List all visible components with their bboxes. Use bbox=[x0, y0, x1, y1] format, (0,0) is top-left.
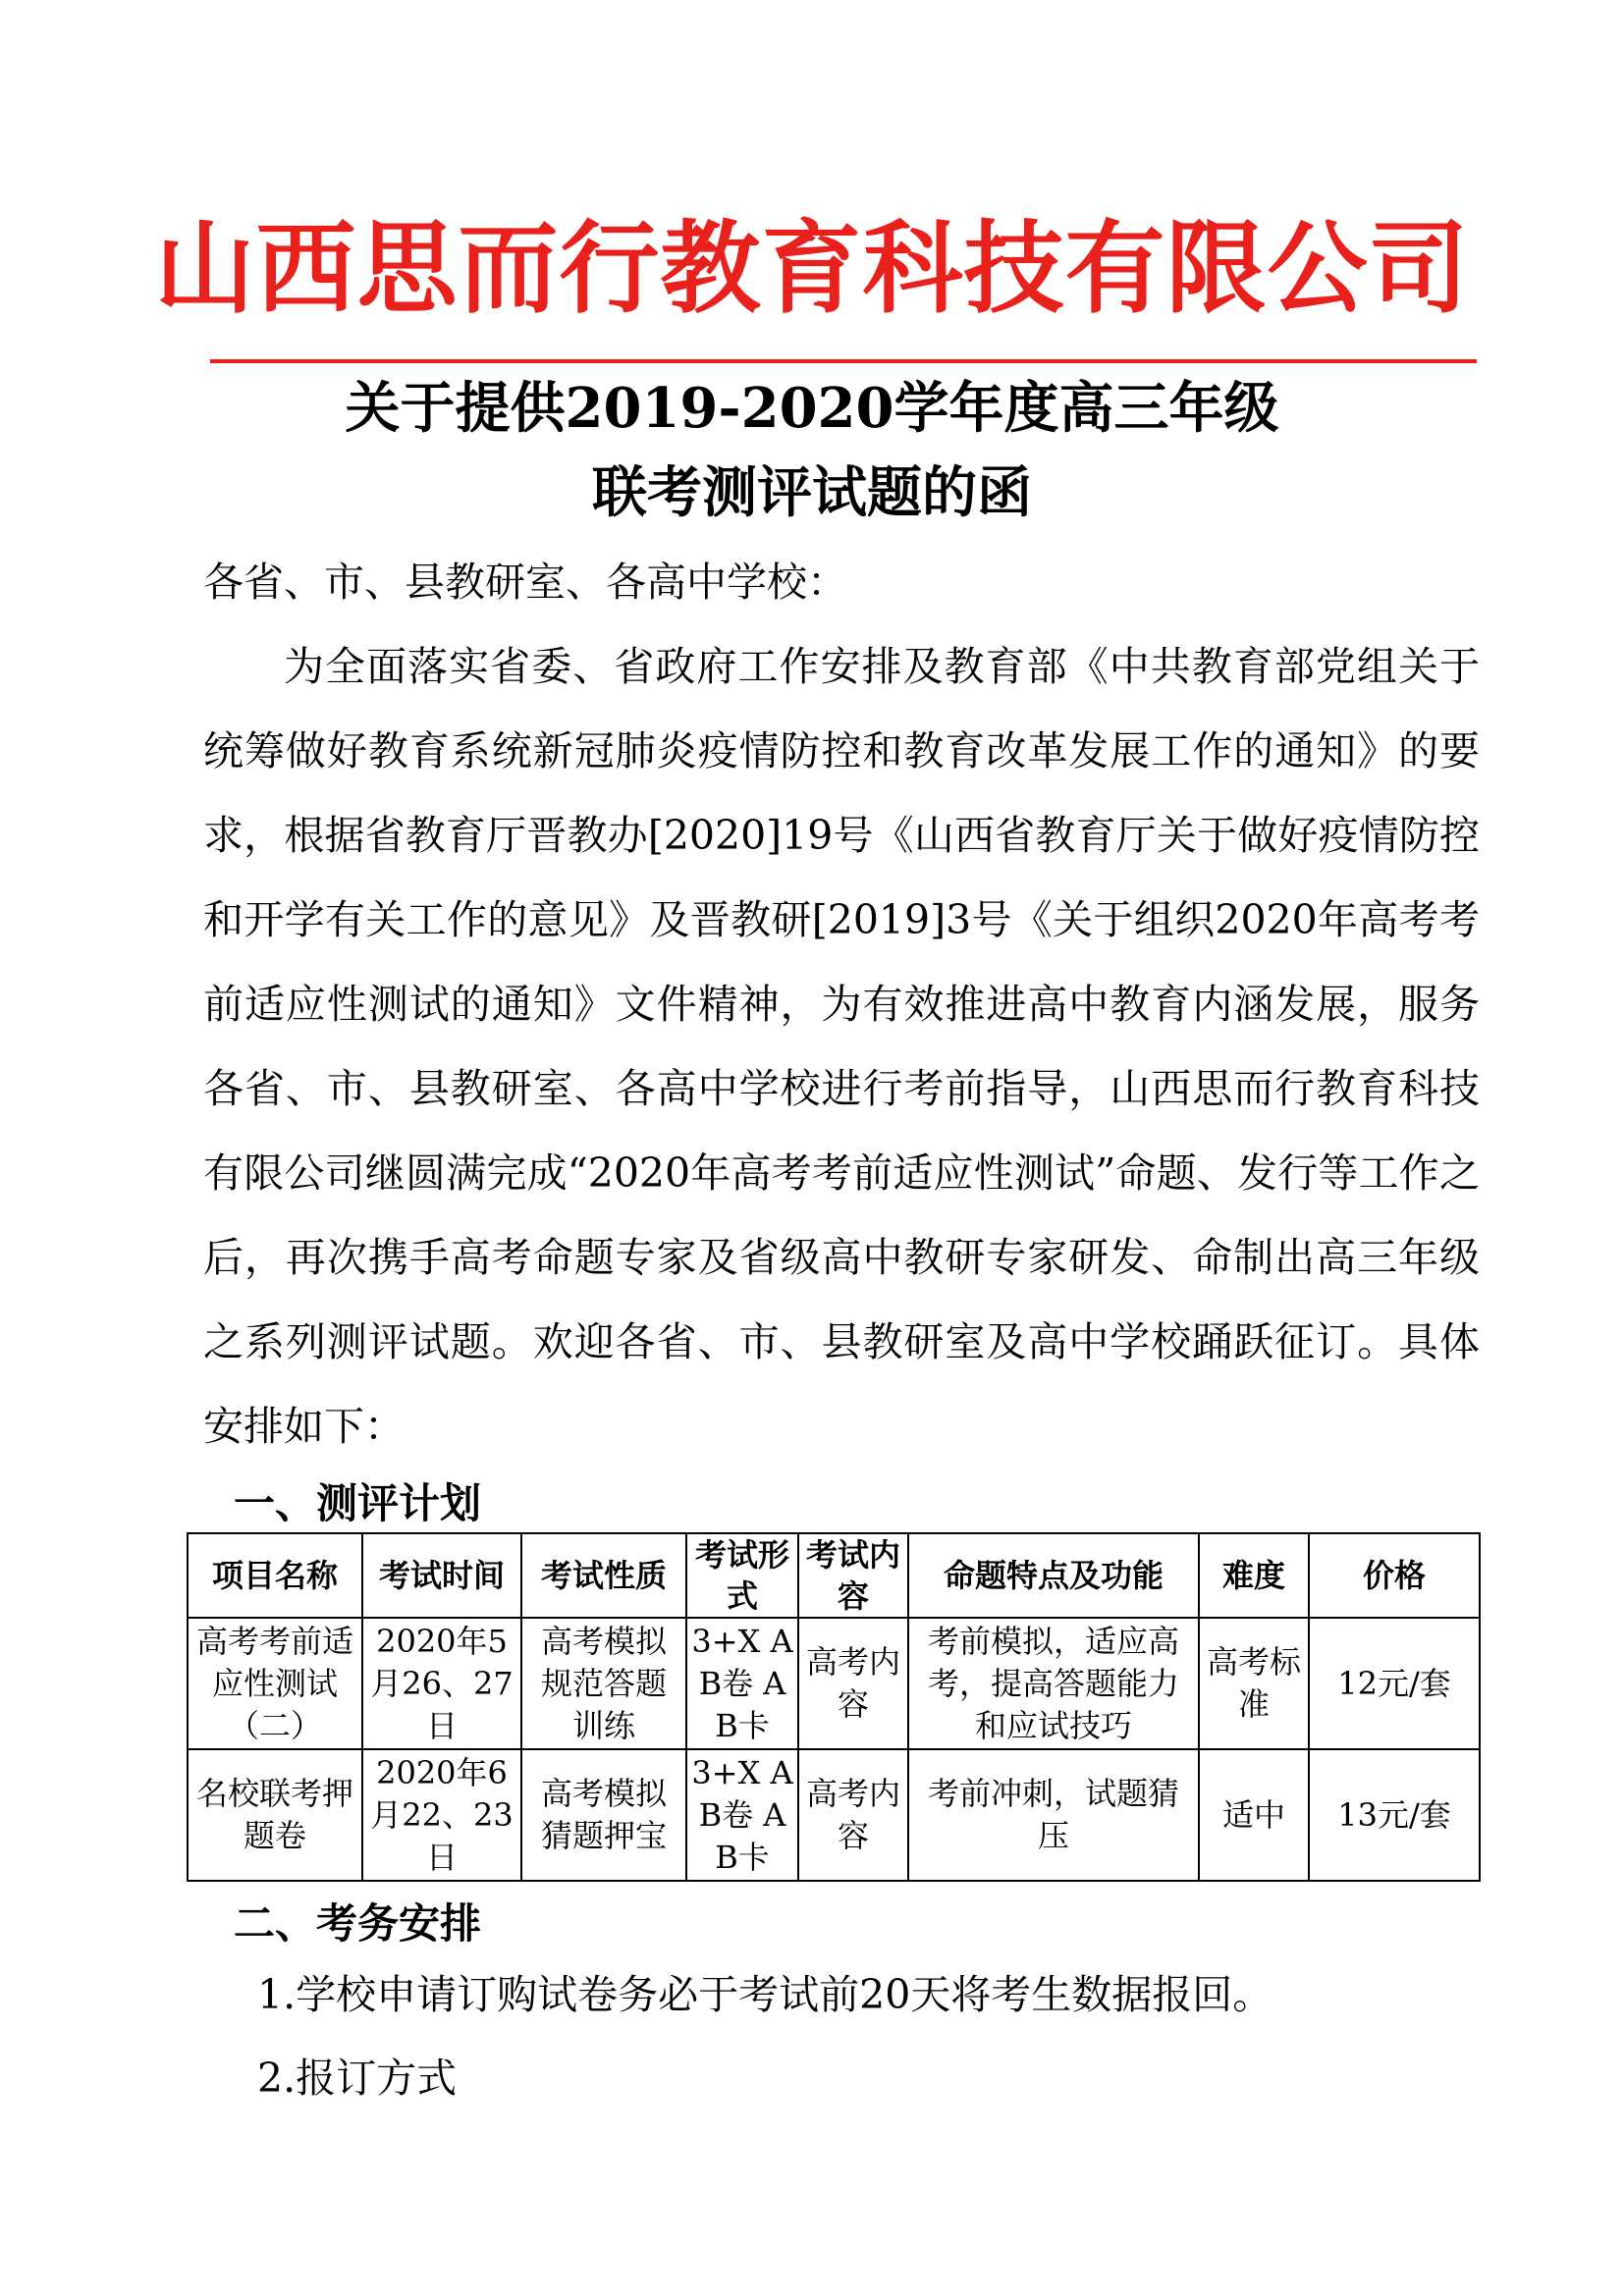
document-title-line-1: 关于提供2019-2020学年度高三年级 bbox=[345, 376, 1279, 441]
header-cell-exam-time: 考试时间 bbox=[362, 1533, 521, 1618]
red-divider-line bbox=[210, 359, 1477, 363]
table-cell-exam-time: 2020年6月22、23日 bbox=[362, 1749, 521, 1881]
table-cell-exam-content: 高考内容 bbox=[798, 1618, 908, 1749]
arrangement-item-2: 2.报订方式 bbox=[257, 2055, 458, 2102]
table-cell-exam-content: 高考内容 bbox=[798, 1749, 908, 1881]
table-cell-exam-nature: 高考模拟猜题押宝 bbox=[521, 1749, 686, 1881]
header-cell-exam-nature: 考试性质 bbox=[521, 1533, 686, 1618]
header-cell-exam-form: 考试形式 bbox=[686, 1533, 798, 1618]
header-cell-features: 命题特点及功能 bbox=[908, 1533, 1199, 1618]
table-cell-features: 考前冲刺，试题猜压 bbox=[908, 1749, 1199, 1881]
header-cell-difficulty: 难度 bbox=[1199, 1533, 1309, 1618]
arrangement-item-1: 1.学校申请订购试卷务必于考试前20天将考生数据报回。 bbox=[257, 1971, 1273, 2018]
table-cell-price: 12元/套 bbox=[1309, 1618, 1480, 1749]
table-cell-difficulty: 高考标准 bbox=[1199, 1618, 1309, 1749]
table-cell-features: 考前模拟，适应高考，提高答题能力和应试技巧 bbox=[908, 1618, 1199, 1749]
table-cell-project-name: 高考考前适应性测试（二） bbox=[188, 1618, 362, 1749]
salutation: 各省、市、县教研室、各高中学校： bbox=[203, 559, 847, 606]
section-heading-arrangements: 二、考务安排 bbox=[234, 1899, 482, 1948]
table-cell-price: 13元/套 bbox=[1309, 1749, 1480, 1881]
table-cell-difficulty: 适中 bbox=[1199, 1749, 1309, 1881]
body-paragraph: 为全面落实省委、省政府工作安排及教育部《中共教育部党组关于统筹做好教育系统新冠肺炎疫情防控和教育改革发展工作的通知》的要求，根据省教育厅晋教办[2020]19号《山西省教育厅关于做好疫情防控和开学有关工作的意见》及晋教研[2019]3号《关于组织2020年高考考前适应性测试的通知》文件精神，为有效推进高中教育内涵发展，服务各省、市、县教研室、各高中学校进行考前指导，山西思而行教育科技有限公司继圆满完成“2020年高考考前适应性测试”命题、发行等工作之后，再次携手高考命题专家及省级高中教研专家研发、命制出高三年级之系列测评试题。欢迎各省、市、县教研室及高中学校踊跃征订。具体安排如下： bbox=[203, 643, 1480, 1450]
organization-name: 山西思而行教育科技有限公司 bbox=[154, 211, 1470, 328]
table-cell-exam-time: 2020年5月26、27日 bbox=[362, 1618, 521, 1749]
table-header-row bbox=[188, 1533, 1480, 1618]
table-cell-exam-form: 3+X AB卷 AB卡 bbox=[686, 1749, 798, 1881]
table-row bbox=[188, 1749, 1480, 1881]
table-cell-exam-nature: 高考模拟规范答题训练 bbox=[521, 1618, 686, 1749]
header-cell-exam-content: 考试内容 bbox=[798, 1533, 908, 1618]
table-cell-project-name: 名校联考押题卷 bbox=[188, 1749, 362, 1881]
document-title-line-2: 联考测评试题的函 bbox=[592, 460, 1032, 525]
table-row bbox=[188, 1618, 1480, 1749]
table-cell-exam-form: 3+X AB卷 AB卡 bbox=[686, 1618, 798, 1749]
section-heading-plan: 一、测评计划 bbox=[234, 1479, 482, 1527]
header-cell-price: 价格 bbox=[1309, 1533, 1480, 1618]
header-cell-project-name: 项目名称 bbox=[188, 1533, 362, 1618]
assessment-plan-table bbox=[187, 1532, 1481, 1882]
